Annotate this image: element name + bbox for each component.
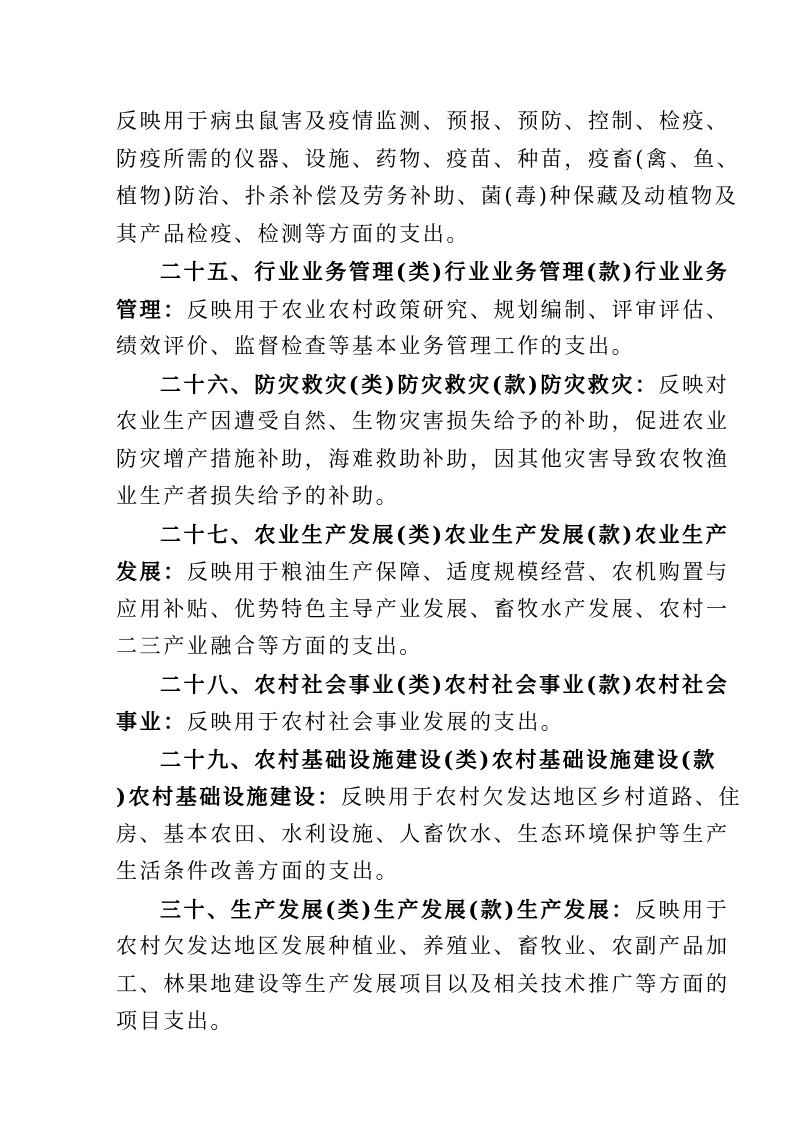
item-heading: 事业：: [116, 709, 187, 734]
item-heading: 二十九、农村基础设施建设(类)农村基础设施建设(款: [160, 746, 717, 772]
item-heading: 管理：: [116, 296, 187, 322]
text-line: 事业：反映用于农村社会事业发展的支出。: [116, 709, 565, 734]
item-heading: 二十五、行业业务管理(类)行业业务管理(款)行业业务: [160, 259, 730, 284]
text-line: 发展：反映用于粮油生产保障、适度规模经营、农机购置与: [116, 559, 730, 584]
item-heading: 二十八、农村社会事业(类)农村社会事业(款)农村社会: [160, 671, 730, 697]
text-line: 生活条件改善方面的支出。: [116, 859, 400, 883]
text-line: 业生产者损失给予的补助。: [116, 484, 400, 508]
text-line: [116, 516, 730, 554]
text-line: [116, 666, 730, 704]
item-heading: 发展：: [116, 559, 187, 584]
text-line: 农业生产因遭受自然、生物灾害损失给予的补助，促进农业: [116, 409, 730, 433]
text-line: 其产品检疫、检测等方面的支出。: [116, 221, 470, 246]
text-line: 二十六、防灾救灾(类)防灾救灾(款)防灾救灾：反映对: [160, 371, 730, 397]
text-line: 三十、生产发展(类)生产发展(款)生产发展：反映用于: [160, 896, 730, 922]
text-line: 植物)防治、扑杀补偿及劳务补助、菌(毒)种保藏及动植物及: [116, 184, 739, 208]
text-line: 防疫所需的仪器、设施、药物、疫苗、种苗，疫畜(禽、鱼、: [116, 146, 741, 171]
item-heading: 二十六、防灾救灾(类)防灾救灾(款)防灾救灾：: [160, 371, 659, 397]
paragraph-item-26: [116, 366, 730, 516]
paragraph-item-29: [116, 741, 743, 891]
text-line: 项目支出。: [116, 1009, 234, 1033]
text-line: 绩效评价、监督检查等基本业务管理工作的支出。: [116, 334, 636, 358]
text-line: )农村基础设施建设：反映用于农村欠发达地区乡村道路、住: [116, 784, 743, 809]
text-line: 管理：反映用于农业农村政策研究、规划编制、评审评估、: [116, 296, 730, 322]
paragraph-item-27: [116, 516, 730, 666]
item-heading: 三十、生产发展(类)生产发展(款)生产发展：: [160, 896, 635, 922]
paragraph-continued: [116, 103, 741, 253]
text-line: [116, 253, 730, 291]
text-line: 工、林果地建设等生产发展项目以及相关技术推广等方面的: [116, 971, 730, 996]
paragraph-item-28: [116, 666, 730, 741]
text-line: 二三产业融合等方面的支出。: [116, 634, 423, 658]
item-heading: 二十七、农业生产发展(类)农业生产发展(款)农业生产: [160, 521, 730, 547]
paragraph-item-25: [116, 253, 730, 366]
item-heading: )农村基础设施建设：: [116, 784, 341, 809]
text-line: 反映用于病虫鼠害及疫情监测、预报、预防、控制、检疫、: [116, 109, 730, 133]
text-line: 房、基本农田、水利设施、人畜饮水、生态环境保护等生产: [116, 821, 730, 846]
text-line: 农村欠发达地区发展种植业、养殖业、畜牧业、农副产品加: [116, 934, 730, 958]
paragraph-item-30: [116, 891, 730, 1041]
text-line: [116, 741, 717, 779]
text-line: 防灾增产措施补助，海难救助补助，因其他灾害导致农牧渔: [116, 446, 730, 471]
text-line: 应用补贴、优势特色主导产业发展、畜牧水产发展、农村一: [116, 596, 730, 621]
document-page: [116, 103, 743, 1041]
